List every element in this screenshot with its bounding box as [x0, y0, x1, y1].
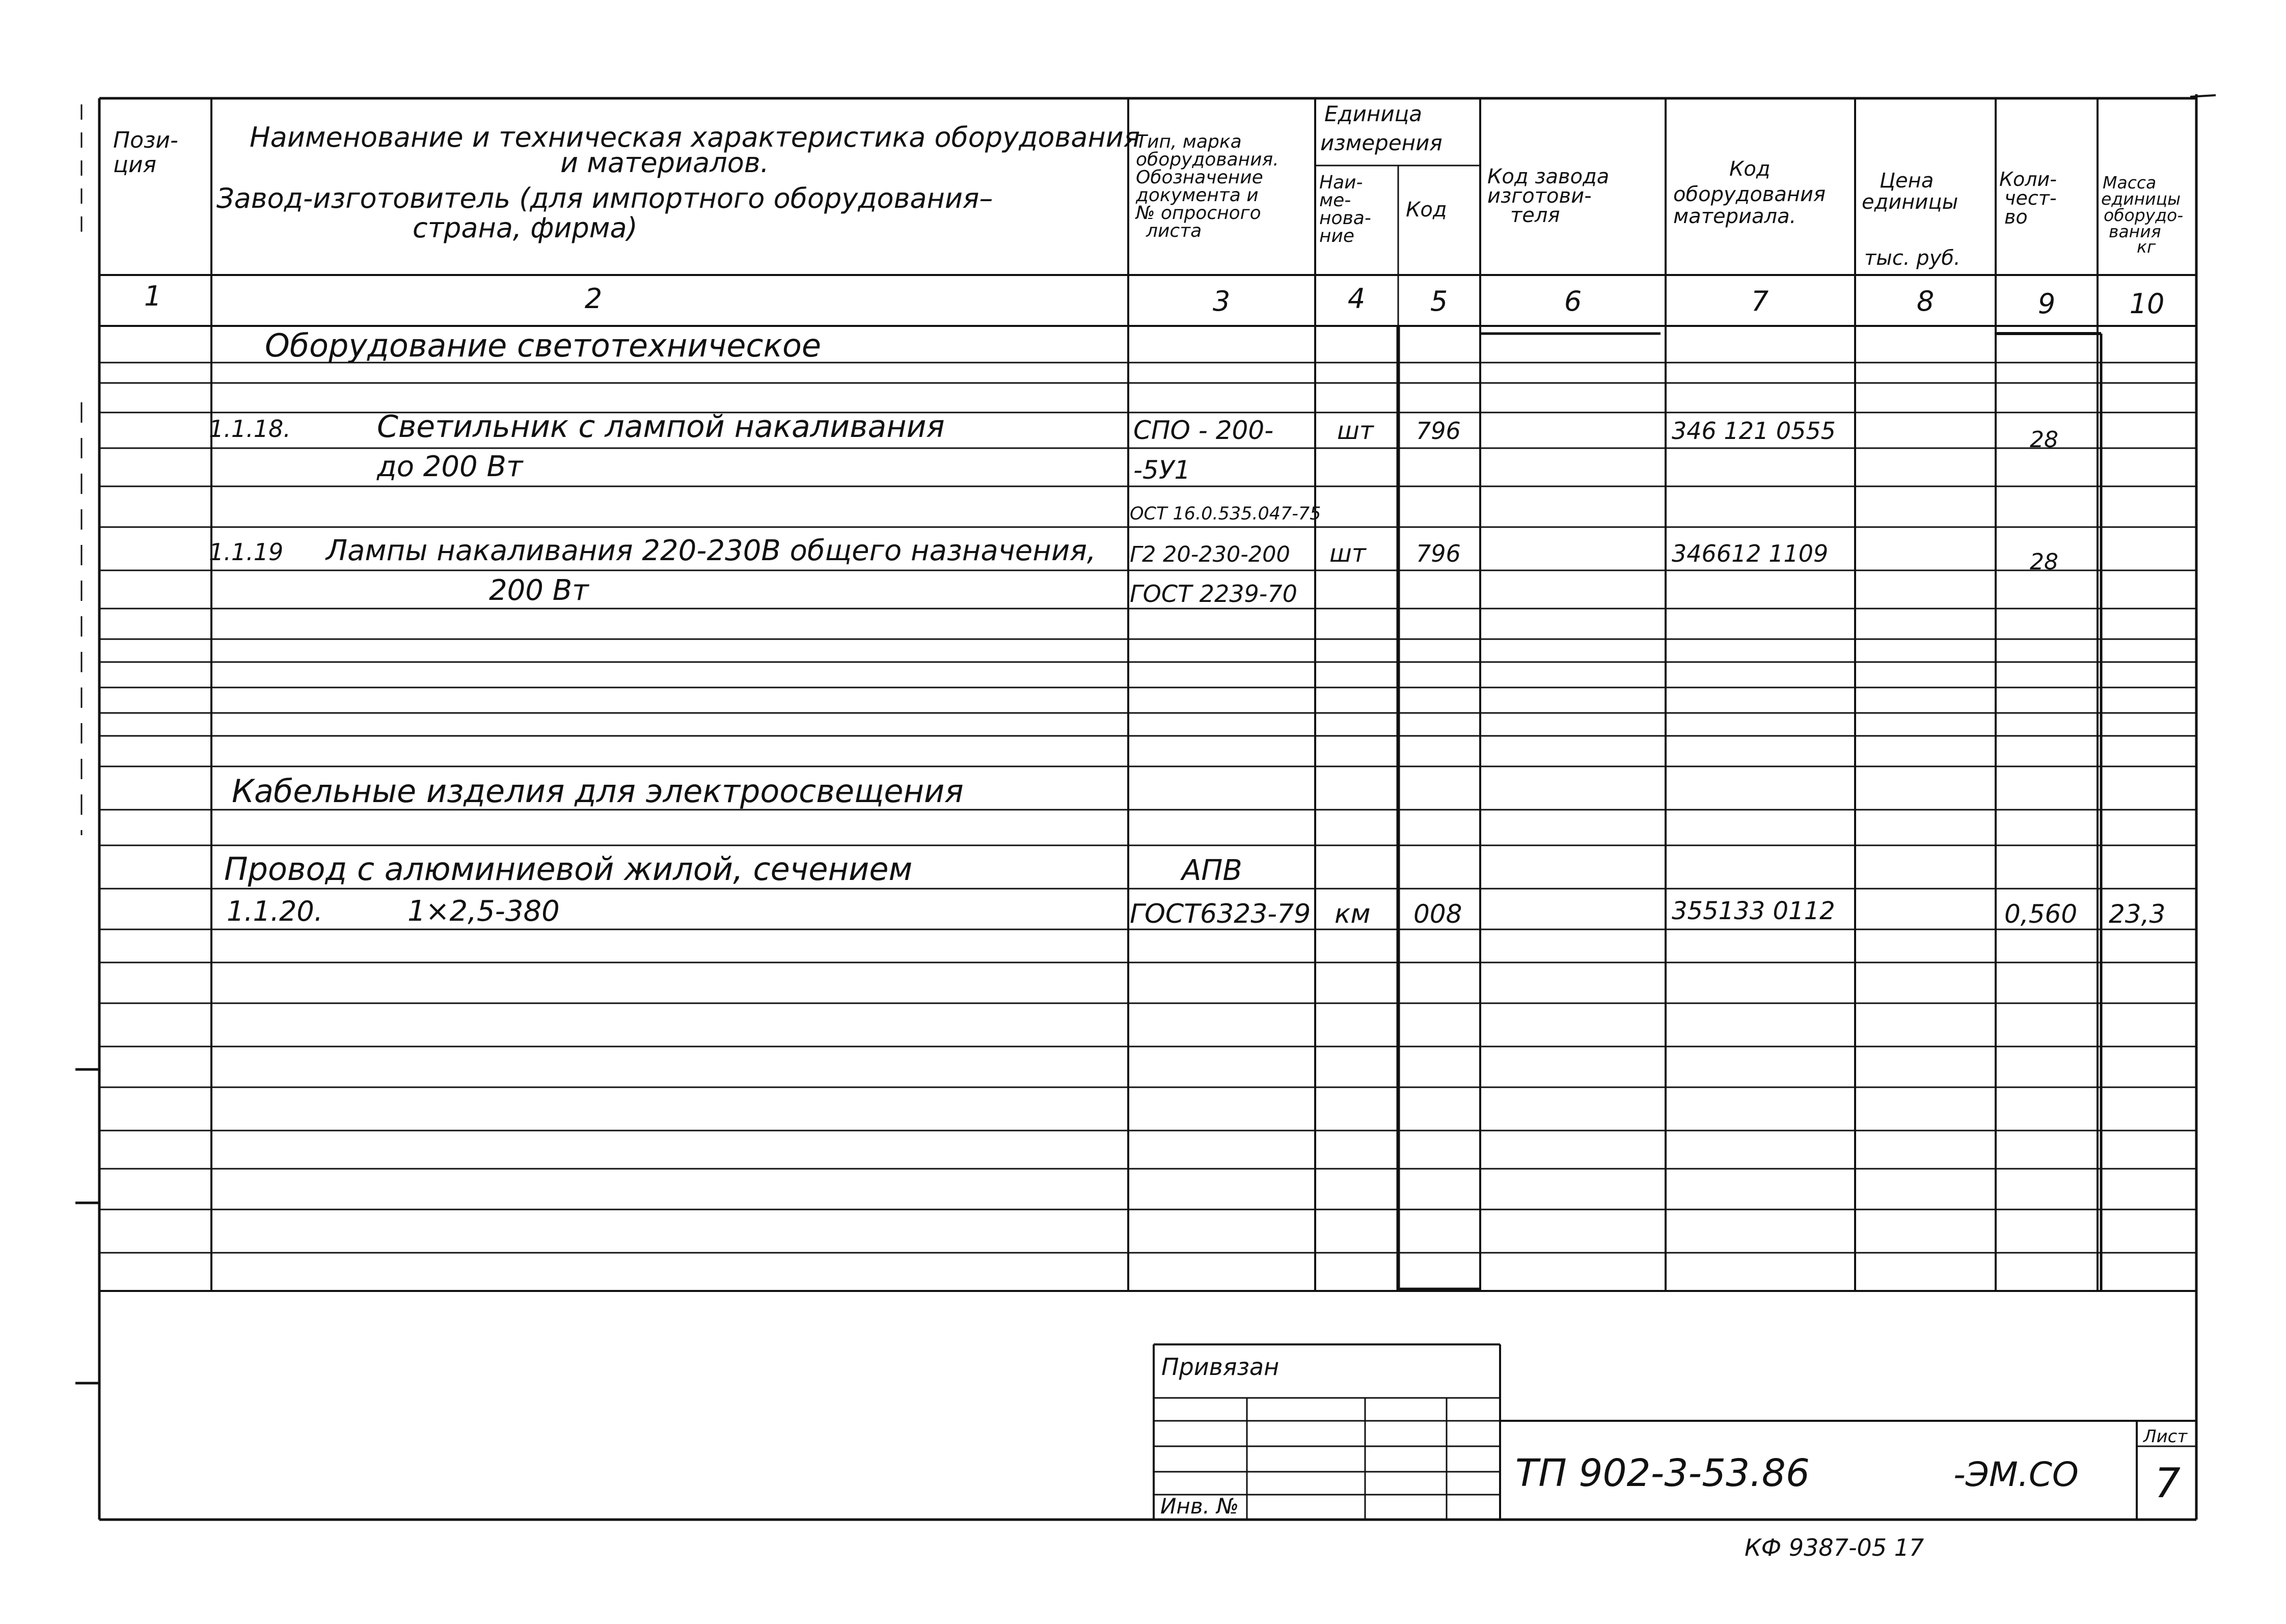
header-factory-code	[1487, 165, 1609, 227]
column-number-5: 5	[1430, 285, 1448, 317]
header-mass-line3: оборудо-	[2104, 205, 2184, 225]
row-type: ОСТ 16.0.535.047-75	[1130, 504, 1321, 524]
header-price-line1: Цена	[1880, 169, 1934, 192]
table-header	[113, 101, 2183, 270]
row-equipment-code: 346 121 0555	[1672, 417, 1836, 445]
row-unit: шт	[1337, 417, 1374, 445]
table-row	[489, 574, 1297, 608]
header-factory-line2: изготови-	[1487, 184, 1592, 208]
table-row	[1130, 504, 1321, 524]
section-heading-cables: Кабельные изделия для электроосвещения	[232, 773, 964, 810]
header-quantity-line3: во	[2004, 206, 2028, 228]
header-mass-line1: Масса	[2103, 173, 2157, 192]
header-mass-line5: кг	[2137, 237, 2156, 257]
table-row	[224, 850, 1242, 888]
column-number-10: 10	[2129, 288, 2165, 320]
header-position-line1: Пози-	[113, 127, 178, 153]
header-name-line3: Завод-изготовитель (для импортного оборудования–	[216, 182, 993, 214]
header-mass-line2: единицы	[2101, 189, 2181, 209]
header-unit-name-line2: ме-	[1319, 190, 1351, 211]
header-price-line2: единицы	[1862, 190, 1958, 214]
header-equipment-line1: Код	[1729, 157, 1771, 181]
stamp-attached-label: Привязан	[1161, 1353, 1280, 1381]
column-number-3: 3	[1212, 285, 1231, 317]
stamp-document-suffix: -ЭМ.СО	[1953, 1455, 2079, 1494]
header-quantity-line2: чест-	[2004, 187, 2057, 209]
row-unit-code: 796	[1416, 417, 1461, 445]
row-unit: км	[1335, 899, 1371, 929]
row-name: 200 Вт	[489, 574, 589, 607]
stamp-document-code: ТП 902-3-53.86	[1515, 1451, 1810, 1495]
header-type-line3: Обозначение	[1136, 167, 1263, 188]
row-type: ГОСТ6323-79	[1130, 899, 1311, 929]
column-numbers	[144, 280, 2165, 320]
section-heading-lighting: Оборудование светотехническое	[265, 327, 822, 364]
header-name-line2: и материалов.	[560, 147, 769, 179]
header-factory-line3: теля	[1510, 204, 1560, 227]
row-unit-code: 796	[1416, 540, 1461, 567]
row-type: ГОСТ 2239-70	[1130, 580, 1297, 608]
header-quantity	[1999, 168, 2057, 228]
column-number-6: 6	[1564, 285, 1582, 317]
header-type-line4: документа и	[1136, 185, 1259, 206]
row-unit: шт	[1329, 539, 1366, 568]
header-equipment-line3: материала.	[1673, 205, 1797, 228]
header-position	[113, 127, 178, 178]
row-position: 1.1.18.	[209, 415, 291, 443]
table-body	[209, 327, 2165, 929]
column-number-1: 1	[144, 280, 162, 312]
header-type-line2: оборудования.	[1136, 149, 1279, 170]
header-unit-line2: измерения	[1320, 130, 1443, 155]
header-type-line1: Тип, марка	[1136, 131, 1242, 152]
header-unit-name-line4: ние	[1319, 226, 1355, 246]
header-unit-code: Код	[1406, 198, 1447, 222]
header-unit-group	[1320, 101, 1443, 155]
title-stamp	[1154, 1344, 2196, 1520]
header-type-line5: № опросного	[1136, 203, 1261, 224]
stamp-sheet-number: 7	[2155, 1460, 2181, 1507]
row-quantity: 0,560	[2004, 899, 2078, 929]
header-mass	[2101, 173, 2183, 257]
column-number-9: 9	[2037, 288, 2056, 320]
header-name-line4: страна, фирма)	[413, 212, 638, 244]
table-row	[227, 895, 2165, 929]
header-price-unit: тыс. руб.	[1864, 246, 1961, 270]
header-unit-line1: Единица	[1324, 101, 1422, 126]
header-unit-name-line1: Наи-	[1319, 172, 1363, 193]
row-type: АПВ	[1182, 854, 1242, 887]
table-row	[209, 409, 2058, 453]
header-name-line1: Наименование и техническая характеристика оборудования	[250, 121, 1140, 153]
row-type: -5У1	[1133, 455, 1191, 485]
table-row	[209, 534, 2058, 575]
header-unit-name-line3: нова-	[1319, 208, 1371, 229]
column-number-2: 2	[584, 283, 603, 315]
row-position: 1.1.20.	[227, 895, 323, 927]
column-number-7: 7	[1751, 285, 1769, 317]
stamp-inventory-label: Инв. №	[1160, 1494, 1239, 1519]
row-quantity: 28	[2030, 427, 2058, 453]
header-unit-name	[1319, 172, 1371, 246]
header-price	[1862, 169, 1961, 270]
header-type-line6: листа	[1146, 221, 1202, 241]
column-number-8: 8	[1916, 285, 1935, 317]
row-name: Светильник с лампой накаливания	[377, 409, 945, 445]
row-unit-code: 008	[1413, 899, 1462, 929]
header-name	[216, 121, 1140, 244]
table-row	[376, 450, 1190, 485]
row-type: Г2 20-230-200	[1130, 542, 1290, 567]
row-quantity: 28	[2030, 549, 2058, 575]
row-type: СПО - 200-	[1133, 416, 1274, 445]
row-equipment-code: 355133 0112	[1672, 897, 1835, 925]
row-name: до 200 Вт	[377, 450, 523, 483]
header-quantity-line1: Коли-	[1999, 168, 2057, 190]
row-name: Лампы накаливания 220-230В общего назначения,	[326, 534, 1096, 567]
row-name: Провод с алюминиевой жилой, сечением	[224, 850, 913, 888]
row-position: 1.1.19	[209, 538, 284, 566]
header-equipment-line2: оборудования	[1673, 183, 1826, 206]
header-position-line2: ция	[113, 152, 157, 178]
row-mass: 23,3	[2109, 899, 2166, 929]
header-mass-line4: вания	[2109, 222, 2161, 241]
row-name: 1×2,5-380	[407, 895, 560, 928]
stamp-sheet-label: Лист	[2143, 1426, 2188, 1447]
column-number-4: 4	[1347, 283, 1366, 315]
row-equipment-code: 346612 1109	[1672, 540, 1829, 567]
header-type	[1135, 131, 1279, 241]
header-factory-line1: Код завода	[1487, 165, 1610, 188]
header-equipment-code	[1673, 157, 1826, 228]
footer-code: КФ 9387-05 17	[1745, 1534, 1924, 1561]
